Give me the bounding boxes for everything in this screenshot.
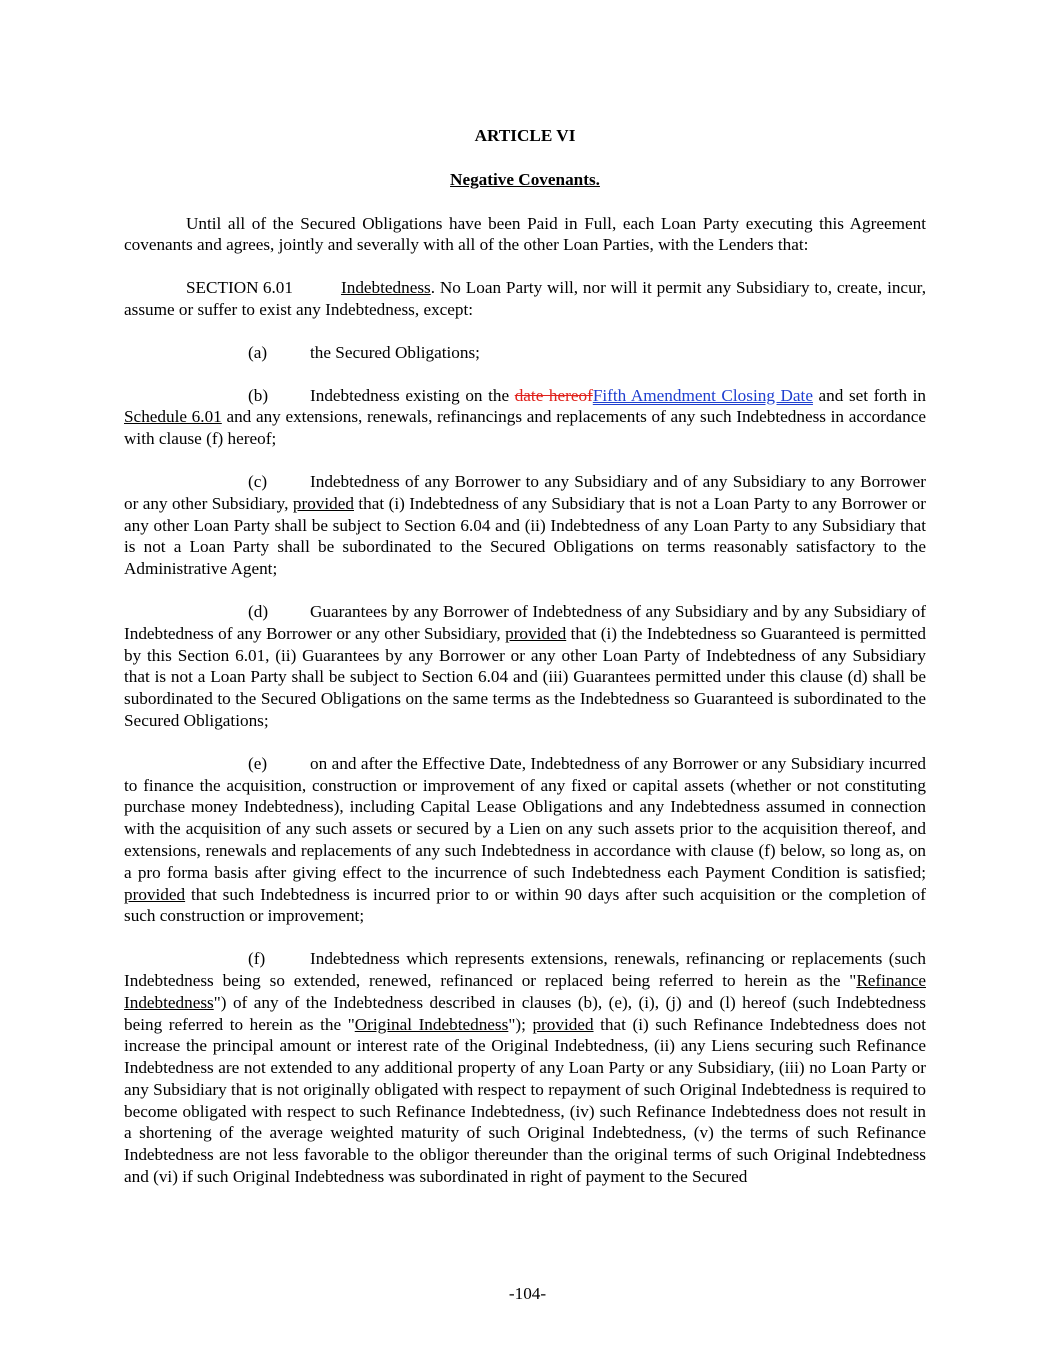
clause-c: [124, 471, 926, 580]
clause-a: [124, 342, 926, 364]
clause-label: (a): [248, 342, 268, 362]
defined-term-original-indebtedness: Original Indebtedness: [354, 1014, 509, 1034]
section-heading: Indebtedness: [341, 278, 431, 298]
clause-text: ") of any of the Indebtedness described in clauses (b), (e), (i), (j) and (l) hereof (such Indebtedness being referred to herein as the ": [124, 992, 926, 1034]
provided-term: provided: [124, 884, 186, 904]
provided-term: provided: [532, 1014, 594, 1034]
clause-text: Indebtedness existing on the: [310, 385, 515, 405]
defined-term-refinance-indebtedness: Refinance Indebtedness: [124, 970, 926, 1012]
page-content: [124, 125, 926, 1188]
clause-text: that (i) such Refinance Indebtedness does not increase the principal amount or interest rate of the Original Indebtedness, (ii) any Liens securing such Refinance Indebtedness are not extended to any additional property of any Loan Party or any Subsidiary, (iii) no Loan Party or any Subsidiary that is not originally obligated with respect to repayment of such Original Indebtedness is required to become obligated with respect to such Refinance Indebtedness, (iv) such Refinance Indebtedness does not result in a shortening of the average weighted maturity of such Original Indebtedness, (v) the terms of such Refinance Indebtedness are not less favorable to the obligor thereunder than the original terms of such Original Indebtedness and (vi) if such Original Indebtedness was subordinated in right of payment to the Secured: [124, 1014, 927, 1187]
clause-text: the Secured Obligations;: [310, 342, 480, 362]
clause-f: [124, 948, 926, 1188]
intro-paragraph: Until all of the Secured Obligations have been Paid in Full, each Loan Party executing this Agreement covenants and agrees, jointly and severally with all of the other Loan Parties, with the Lenders that:: [124, 213, 926, 255]
clause-text: that (i) Indebtedness of any Subsidiary that is not a Loan Party to any Borrower or any other Loan Party shall be subject to Section 6.04 and (ii) Indebtedness of any Loan Party to any Subsidiary that is not a Loan Party shall be subordinated to the Secured Obligations on terms reasonably satisfactory to the Administrative Agent;: [124, 493, 926, 579]
clause-label: (c): [248, 471, 268, 491]
provided-term: provided: [505, 623, 567, 643]
clause-text: that (i) the Indebtedness so Guaranteed is permitted by this Section 6.01, (ii) Guarantees by any Borrower or any other Loan Party of Indebtedness of any Subsidiary that is not a Loan Party shall be subject to Section 6.04 and (iii) Guarantees permitted under this clause (d) shall be subordinated to the Secured Obligations on the same terms as the Indebtedness so Guaranteed is subordinated to the Secured Obligations;: [124, 623, 926, 730]
clause-text: Indebtedness which represents extensions, renewals, refinancing or replacements (such Indebtedness being so extended, renewed, refinanced or replaced being referred to herein as the ": [124, 949, 926, 990]
section-6-01-paragraph: [124, 277, 926, 321]
inserted-text: Fifth Amendment Closing Date: [592, 385, 813, 405]
article-subtitle: Negative Covenants.: [450, 169, 600, 189]
schedule-reference: Schedule 6.01: [124, 407, 222, 427]
section-number: SECTION 6.01: [186, 278, 293, 298]
deleted-text: date hereof: [514, 385, 593, 405]
clause-text: ");: [508, 1014, 533, 1034]
clause-e: [124, 753, 926, 927]
provided-term: provided: [292, 493, 354, 513]
clause-text: and any extensions, renewals, refinancings and replacements of any such Indebtedness in accordance with clause (f) hereof;: [124, 407, 926, 449]
clause-text: Indebtedness of any Borrower to any Subsidiary and of any Subsidiary to any Borrower or any other Subsidiary,: [124, 471, 926, 513]
clause-label: (d): [248, 601, 269, 621]
clause-d: [124, 601, 926, 732]
clause-label: (e): [248, 753, 268, 773]
clause-text: on and after the Effective Date, Indebtedness of any Borrower or any Subsidiary incurred to finance the acquisition, construction or improvement of any fixed or capital assets (whether or not constituting purchase money Indebtedness), including Capital Lease Obligations and any Indebtedness assumed in connection with the acquisition of any such assets or secured by a Lien on any such assets prior to the acquisition thereof, and extensions, renewals and replacements of any such Indebtedness in accordance with clause (f) below, so long as, on a pro forma basis after giving effect to the incurrence of such Indebtedness each Payment Condition is satisfied;: [124, 753, 926, 882]
clause-b: [124, 385, 926, 450]
clause-text: Guarantees by any Borrower of Indebtedness of any Subsidiary and by any Subsidiary of Indebtedness of any Borrower or any other Subsidiary,: [124, 601, 926, 643]
clause-label: (f): [248, 949, 266, 969]
clause-text: and set forth in: [812, 385, 926, 405]
article-title: ARTICLE VI: [474, 126, 576, 145]
clause-text: that such Indebtedness is incurred prior to or within 90 days after such acquisition or the completion of such construction or improvement;: [124, 884, 926, 926]
clause-label: (b): [248, 385, 269, 405]
section-text: . No Loan Party will, nor will it permit any Subsidiary to, create, incur, assume or suffer to exist any Indebtedness, except:: [124, 278, 926, 319]
page-number: -104-: [508, 1284, 547, 1303]
